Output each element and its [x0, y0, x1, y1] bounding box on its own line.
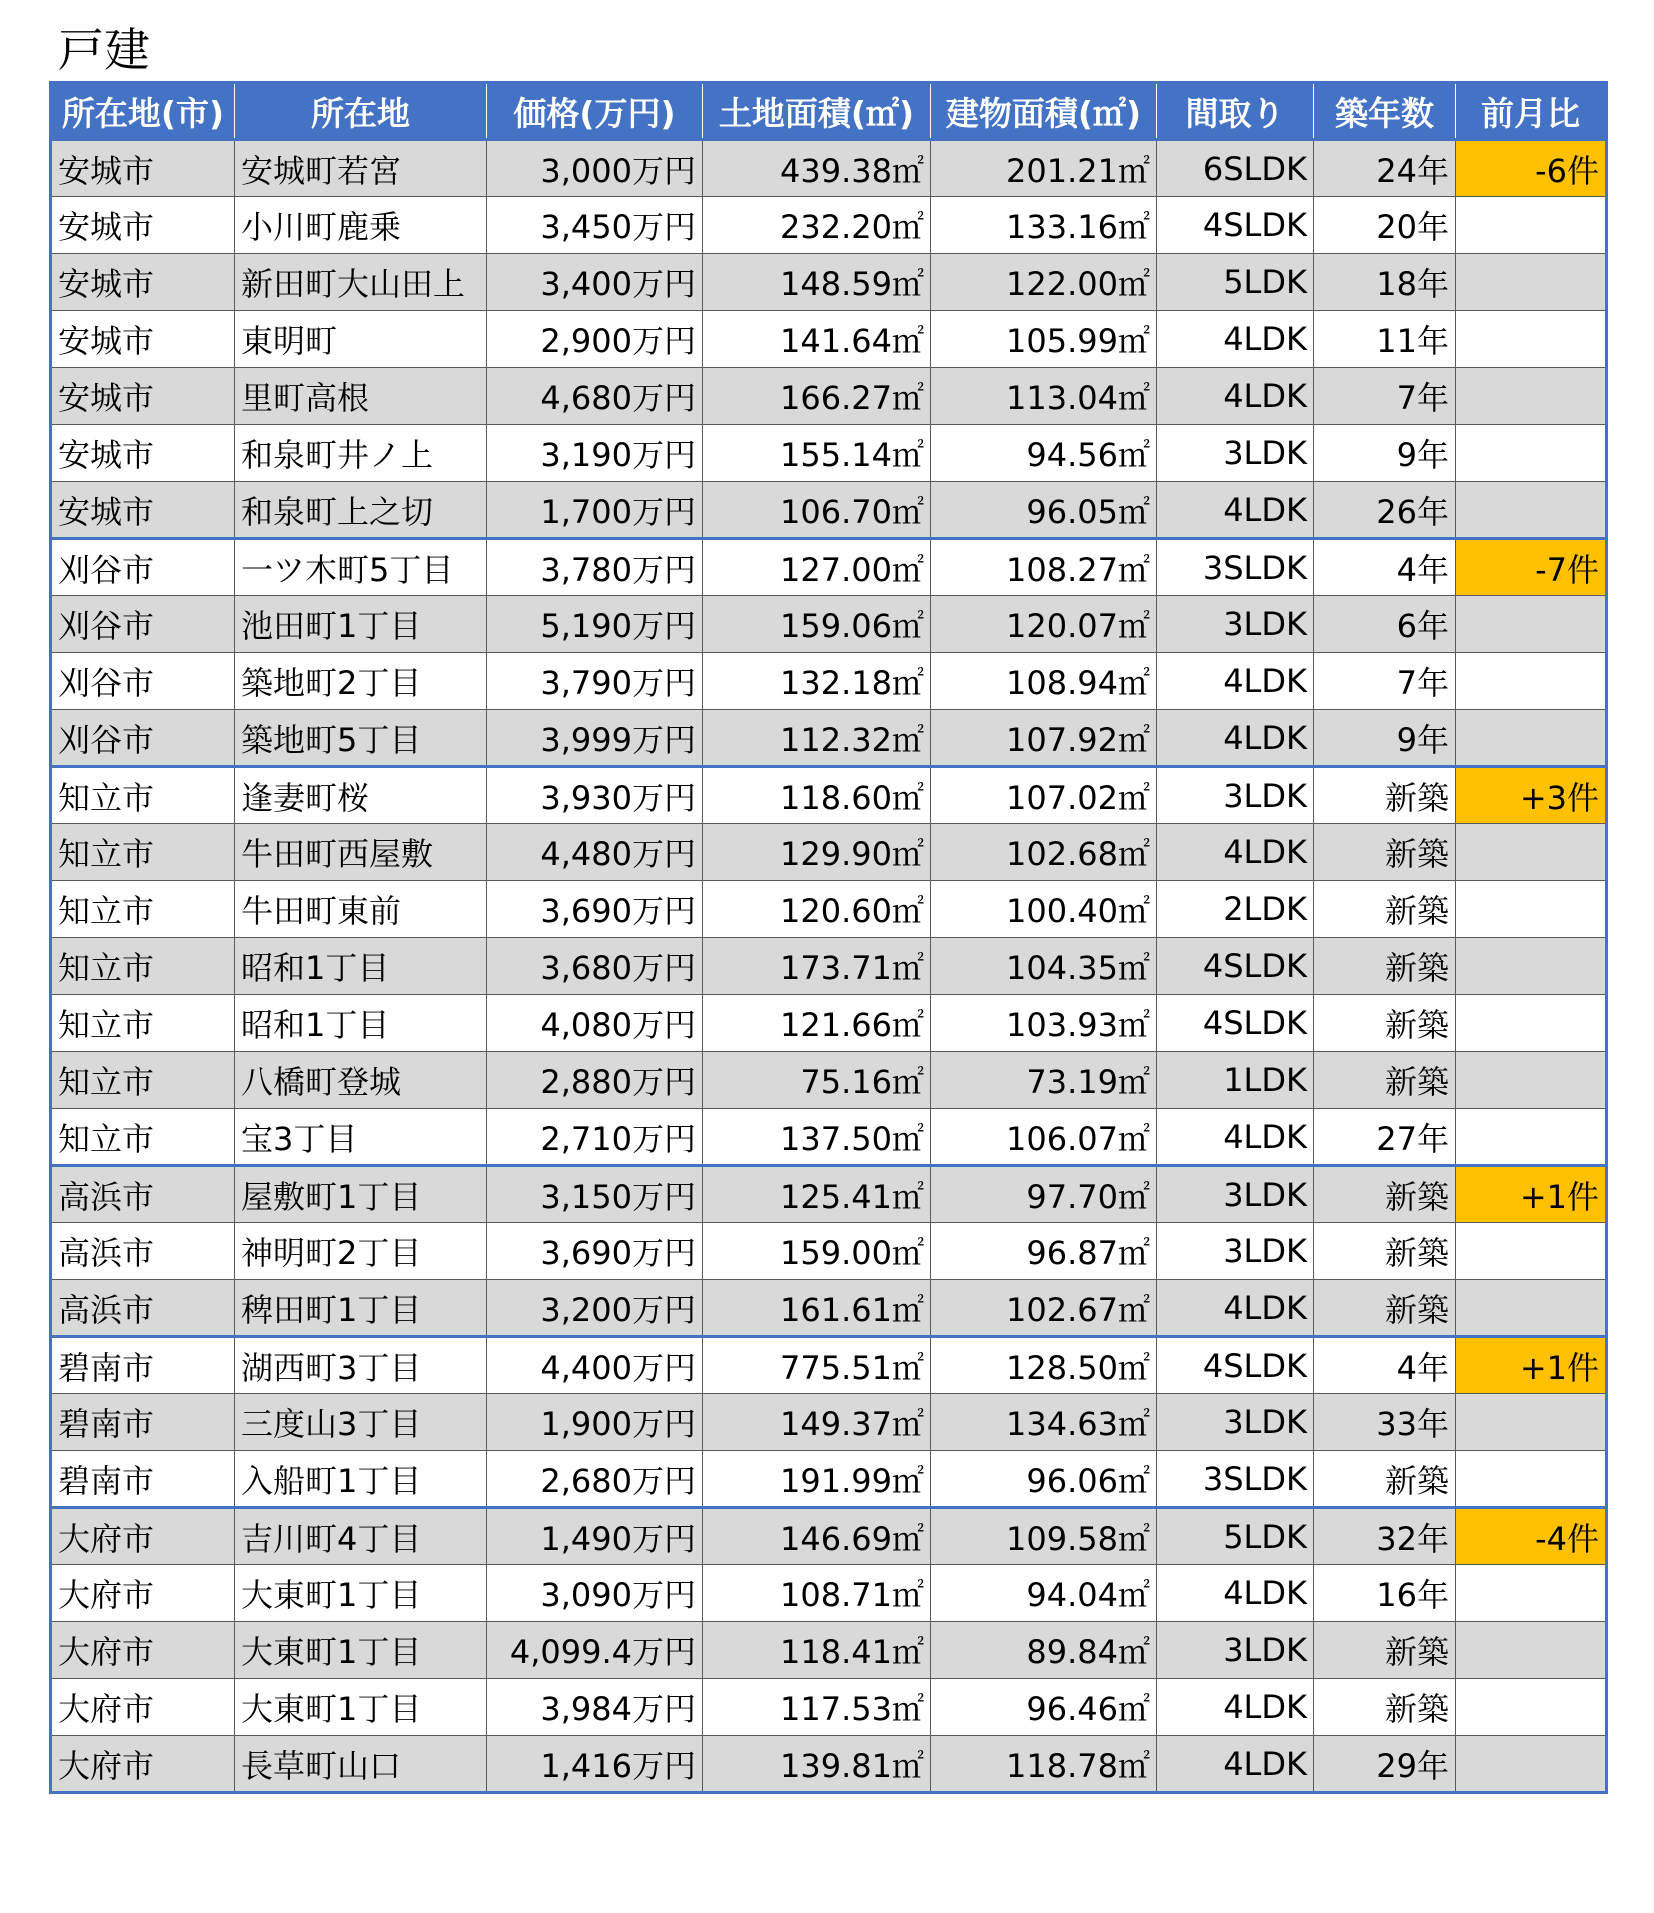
cell-price: 3,190万円	[487, 425, 703, 482]
cell-city: 安城市	[51, 482, 235, 539]
cell-land-area: 159.06㎡	[703, 596, 931, 653]
cell-change: -6件	[1456, 140, 1607, 197]
cell-layout: 5LDK	[1157, 1508, 1314, 1565]
cell-age: 24年	[1314, 140, 1456, 197]
cell-land-area: 75.16㎡	[703, 1052, 931, 1109]
cell-location: 逢妻町桜	[235, 767, 487, 824]
cell-location: 牛田町東前	[235, 881, 487, 938]
cell-age: 32年	[1314, 1508, 1456, 1565]
table-row	[51, 140, 1607, 197]
cell-land-area: 139.81㎡	[703, 1736, 931, 1793]
cell-building-area: 94.56㎡	[931, 425, 1157, 482]
table-row	[51, 938, 1607, 995]
cell-location: 大東町1丁目	[235, 1565, 487, 1622]
cell-price: 3,680万円	[487, 938, 703, 995]
cell-building-area: 134.63㎡	[931, 1394, 1157, 1451]
cell-layout: 5LDK	[1157, 254, 1314, 311]
cell-age: 新築	[1314, 881, 1456, 938]
cell-building-area: 113.04㎡	[931, 368, 1157, 425]
table-row	[51, 1052, 1607, 1109]
cell-change: +1件	[1456, 1337, 1607, 1394]
table-row	[51, 824, 1607, 881]
cell-change: -7件	[1456, 539, 1607, 596]
cell-city: 刈谷市	[51, 653, 235, 710]
cell-land-area: 127.00㎡	[703, 539, 931, 596]
cell-layout: 3LDK	[1157, 425, 1314, 482]
cell-land-area: 161.61㎡	[703, 1280, 931, 1337]
cell-price: 5,190万円	[487, 596, 703, 653]
table-row	[51, 1166, 1607, 1223]
cell-building-area: 107.92㎡	[931, 710, 1157, 767]
cell-building-area: 94.04㎡	[931, 1565, 1157, 1622]
cell-location: 入船町1丁目	[235, 1451, 487, 1508]
cell-price: 3,200万円	[487, 1280, 703, 1337]
cell-building-area: 108.27㎡	[931, 539, 1157, 596]
cell-price: 4,099.4万円	[487, 1622, 703, 1679]
cell-layout: 4SLDK	[1157, 197, 1314, 254]
cell-change	[1456, 1223, 1607, 1280]
cell-layout: 4LDK	[1157, 1565, 1314, 1622]
cell-price: 2,710万円	[487, 1109, 703, 1166]
cell-building-area: 103.93㎡	[931, 995, 1157, 1052]
cell-layout: 4LDK	[1157, 1679, 1314, 1736]
cell-age: 7年	[1314, 368, 1456, 425]
cell-city: 安城市	[51, 311, 235, 368]
cell-city: 大府市	[51, 1679, 235, 1736]
cell-land-area: 125.41㎡	[703, 1166, 931, 1223]
column-header-price: 価格(万円)	[487, 83, 703, 140]
cell-location: 昭和1丁目	[235, 995, 487, 1052]
cell-city: 碧南市	[51, 1394, 235, 1451]
cell-land-area: 191.99㎡	[703, 1451, 931, 1508]
cell-building-area: 107.02㎡	[931, 767, 1157, 824]
cell-price: 1,700万円	[487, 482, 703, 539]
cell-building-area: 96.06㎡	[931, 1451, 1157, 1508]
cell-age: 9年	[1314, 710, 1456, 767]
cell-location: 牛田町西屋敷	[235, 824, 487, 881]
cell-building-area: 106.07㎡	[931, 1109, 1157, 1166]
cell-city: 安城市	[51, 197, 235, 254]
cell-city: 刈谷市	[51, 596, 235, 653]
cell-price: 3,150万円	[487, 1166, 703, 1223]
cell-location: 三度山3丁目	[235, 1394, 487, 1451]
cell-city: 高浜市	[51, 1166, 235, 1223]
cell-price: 3,984万円	[487, 1679, 703, 1736]
cell-change	[1456, 1565, 1607, 1622]
cell-age: 新築	[1314, 1679, 1456, 1736]
cell-change	[1456, 1679, 1607, 1736]
cell-age: 新築	[1314, 1622, 1456, 1679]
cell-city: 知立市	[51, 1109, 235, 1166]
cell-layout: 3LDK	[1157, 1394, 1314, 1451]
cell-layout: 4LDK	[1157, 311, 1314, 368]
cell-price: 4,080万円	[487, 995, 703, 1052]
cell-age: 26年	[1314, 482, 1456, 539]
cell-land-area: 120.60㎡	[703, 881, 931, 938]
cell-change	[1456, 425, 1607, 482]
cell-age: 7年	[1314, 653, 1456, 710]
cell-price: 1,416万円	[487, 1736, 703, 1793]
page-title: 戸建	[58, 23, 150, 77]
table-row	[51, 1280, 1607, 1337]
cell-building-area: 120.07㎡	[931, 596, 1157, 653]
cell-age: 27年	[1314, 1109, 1456, 1166]
cell-city: 大府市	[51, 1508, 235, 1565]
cell-building-area: 133.16㎡	[931, 197, 1157, 254]
cell-age: 11年	[1314, 311, 1456, 368]
cell-age: 33年	[1314, 1394, 1456, 1451]
cell-building-area: 122.00㎡	[931, 254, 1157, 311]
cell-city: 知立市	[51, 824, 235, 881]
cell-land-area: 166.27㎡	[703, 368, 931, 425]
cell-location: 築地町5丁目	[235, 710, 487, 767]
column-header-land-area: 土地面積(㎡)	[703, 83, 931, 140]
cell-layout: 4LDK	[1157, 482, 1314, 539]
cell-land-area: 118.60㎡	[703, 767, 931, 824]
cell-age: 18年	[1314, 254, 1456, 311]
cell-land-area: 439.38㎡	[703, 140, 931, 197]
cell-change	[1456, 995, 1607, 1052]
cell-land-area: 137.50㎡	[703, 1109, 931, 1166]
cell-city: 刈谷市	[51, 539, 235, 596]
cell-age: 新築	[1314, 1223, 1456, 1280]
cell-city: 碧南市	[51, 1451, 235, 1508]
cell-layout: 3LDK	[1157, 596, 1314, 653]
cell-price: 3,090万円	[487, 1565, 703, 1622]
table-row	[51, 1223, 1607, 1280]
cell-price: 3,400万円	[487, 254, 703, 311]
cell-land-area: 118.41㎡	[703, 1622, 931, 1679]
cell-change	[1456, 1736, 1607, 1793]
cell-layout: 4LDK	[1157, 653, 1314, 710]
cell-building-area: 96.87㎡	[931, 1223, 1157, 1280]
cell-price: 3,999万円	[487, 710, 703, 767]
cell-change	[1456, 596, 1607, 653]
cell-city: 刈谷市	[51, 710, 235, 767]
cell-change	[1456, 1394, 1607, 1451]
cell-location: 稗田町1丁目	[235, 1280, 487, 1337]
cell-price: 4,400万円	[487, 1337, 703, 1394]
table-body	[51, 140, 1607, 1793]
cell-building-area: 109.58㎡	[931, 1508, 1157, 1565]
cell-location: 一ツ木町5丁目	[235, 539, 487, 596]
cell-age: 新築	[1314, 1451, 1456, 1508]
cell-age: 新築	[1314, 1280, 1456, 1337]
cell-city: 知立市	[51, 938, 235, 995]
column-header-city: 所在地(市)	[51, 83, 235, 140]
cell-land-area: 106.70㎡	[703, 482, 931, 539]
cell-city: 安城市	[51, 254, 235, 311]
cell-land-area: 141.64㎡	[703, 311, 931, 368]
cell-city: 大府市	[51, 1736, 235, 1793]
cell-building-area: 73.19㎡	[931, 1052, 1157, 1109]
cell-age: 新築	[1314, 824, 1456, 881]
cell-city: 知立市	[51, 995, 235, 1052]
cell-price: 3,690万円	[487, 1223, 703, 1280]
table-row	[51, 1679, 1607, 1736]
table-row	[51, 425, 1607, 482]
cell-land-area: 112.32㎡	[703, 710, 931, 767]
cell-layout: 4LDK	[1157, 710, 1314, 767]
cell-change: +3件	[1456, 767, 1607, 824]
cell-location: 和泉町上之切	[235, 482, 487, 539]
cell-age: 20年	[1314, 197, 1456, 254]
cell-location: 長草町山口	[235, 1736, 487, 1793]
cell-price: 3,450万円	[487, 197, 703, 254]
cell-location: 宝3丁目	[235, 1109, 487, 1166]
table-row	[51, 1508, 1607, 1565]
cell-age: 9年	[1314, 425, 1456, 482]
cell-building-area: 96.46㎡	[931, 1679, 1157, 1736]
cell-change	[1456, 938, 1607, 995]
cell-layout: 3LDK	[1157, 1223, 1314, 1280]
cell-building-area: 104.35㎡	[931, 938, 1157, 995]
table-row	[51, 482, 1607, 539]
cell-building-area: 89.84㎡	[931, 1622, 1157, 1679]
cell-city: 知立市	[51, 767, 235, 824]
cell-price: 1,900万円	[487, 1394, 703, 1451]
cell-layout: 4LDK	[1157, 1280, 1314, 1337]
table-row	[51, 995, 1607, 1052]
cell-land-area: 159.00㎡	[703, 1223, 931, 1280]
cell-land-area: 148.59㎡	[703, 254, 931, 311]
cell-age: 新築	[1314, 1052, 1456, 1109]
cell-price: 3,000万円	[487, 140, 703, 197]
cell-change	[1456, 197, 1607, 254]
cell-location: 屋敷町1丁目	[235, 1166, 487, 1223]
cell-change: -4件	[1456, 1508, 1607, 1565]
cell-age: 新築	[1314, 938, 1456, 995]
cell-land-area: 155.14㎡	[703, 425, 931, 482]
cell-land-area: 232.20㎡	[703, 197, 931, 254]
cell-building-area: 108.94㎡	[931, 653, 1157, 710]
table-row	[51, 1109, 1607, 1166]
cell-location: 和泉町井ノ上	[235, 425, 487, 482]
table-row	[51, 1337, 1607, 1394]
cell-land-area: 146.69㎡	[703, 1508, 931, 1565]
cell-change	[1456, 881, 1607, 938]
table-row	[51, 539, 1607, 596]
cell-building-area: 128.50㎡	[931, 1337, 1157, 1394]
cell-land-area: 775.51㎡	[703, 1337, 931, 1394]
cell-layout: 3LDK	[1157, 767, 1314, 824]
table-row	[51, 710, 1607, 767]
table-row	[51, 1394, 1607, 1451]
cell-layout: 4SLDK	[1157, 995, 1314, 1052]
cell-city: 安城市	[51, 368, 235, 425]
cell-city: 大府市	[51, 1565, 235, 1622]
cell-city: 碧南市	[51, 1337, 235, 1394]
cell-location: 神明町2丁目	[235, 1223, 487, 1280]
cell-age: 6年	[1314, 596, 1456, 653]
cell-price: 1,490万円	[487, 1508, 703, 1565]
table-row	[51, 1451, 1607, 1508]
column-header-location: 所在地	[235, 83, 487, 140]
cell-age: 4年	[1314, 1337, 1456, 1394]
cell-location: 池田町1丁目	[235, 596, 487, 653]
cell-land-area: 117.53㎡	[703, 1679, 931, 1736]
table-row	[51, 1736, 1607, 1793]
cell-city: 知立市	[51, 881, 235, 938]
cell-location: 吉川町4丁目	[235, 1508, 487, 1565]
cell-price: 2,880万円	[487, 1052, 703, 1109]
cell-land-area: 121.66㎡	[703, 995, 931, 1052]
cell-city: 安城市	[51, 425, 235, 482]
cell-age: 新築	[1314, 1166, 1456, 1223]
column-header-change: 前月比	[1456, 83, 1607, 140]
cell-location: 大東町1丁目	[235, 1622, 487, 1679]
cell-change	[1456, 1280, 1607, 1337]
cell-location: 東明町	[235, 311, 487, 368]
cell-land-area: 132.18㎡	[703, 653, 931, 710]
cell-location: 安城町若宮	[235, 140, 487, 197]
table-row	[51, 1622, 1607, 1679]
cell-location: 昭和1丁目	[235, 938, 487, 995]
cell-location: 大東町1丁目	[235, 1679, 487, 1736]
cell-city: 高浜市	[51, 1223, 235, 1280]
cell-change	[1456, 482, 1607, 539]
table-row	[51, 311, 1607, 368]
cell-layout: 3SLDK	[1157, 1451, 1314, 1508]
header-row	[51, 83, 1607, 140]
cell-price: 3,930万円	[487, 767, 703, 824]
cell-land-area: 173.71㎡	[703, 938, 931, 995]
column-header-building-area: 建物面積(㎡)	[931, 83, 1157, 140]
cell-age: 4年	[1314, 539, 1456, 596]
listing-table	[49, 81, 1608, 1794]
cell-layout: 6SLDK	[1157, 140, 1314, 197]
table-row	[51, 254, 1607, 311]
table-row	[51, 596, 1607, 653]
cell-change	[1456, 254, 1607, 311]
cell-building-area: 102.67㎡	[931, 1280, 1157, 1337]
cell-change	[1456, 1622, 1607, 1679]
cell-change	[1456, 653, 1607, 710]
cell-land-area: 149.37㎡	[703, 1394, 931, 1451]
table-row	[51, 653, 1607, 710]
cell-age: 新築	[1314, 767, 1456, 824]
cell-location: 里町高根	[235, 368, 487, 425]
table-row	[51, 1565, 1607, 1622]
cell-change	[1456, 368, 1607, 425]
cell-location: 湖西町3丁目	[235, 1337, 487, 1394]
cell-age: 16年	[1314, 1565, 1456, 1622]
cell-city: 知立市	[51, 1052, 235, 1109]
cell-change	[1456, 1109, 1607, 1166]
column-header-age: 築年数	[1314, 83, 1456, 140]
cell-city: 大府市	[51, 1622, 235, 1679]
cell-change	[1456, 311, 1607, 368]
cell-layout: 4LDK	[1157, 368, 1314, 425]
cell-change	[1456, 710, 1607, 767]
cell-change	[1456, 1052, 1607, 1109]
cell-layout: 4SLDK	[1157, 938, 1314, 995]
cell-land-area: 129.90㎡	[703, 824, 931, 881]
cell-age: 新築	[1314, 995, 1456, 1052]
cell-location: 八橋町登城	[235, 1052, 487, 1109]
cell-building-area: 102.68㎡	[931, 824, 1157, 881]
cell-building-area: 118.78㎡	[931, 1736, 1157, 1793]
column-header-layout: 間取り	[1157, 83, 1314, 140]
cell-layout: 4LDK	[1157, 1109, 1314, 1166]
cell-location: 築地町2丁目	[235, 653, 487, 710]
cell-building-area: 201.21㎡	[931, 140, 1157, 197]
cell-layout: 3LDK	[1157, 1622, 1314, 1679]
cell-layout: 2LDK	[1157, 881, 1314, 938]
table-row	[51, 767, 1607, 824]
cell-land-area: 108.71㎡	[703, 1565, 931, 1622]
cell-layout: 4LDK	[1157, 824, 1314, 881]
cell-price: 2,900万円	[487, 311, 703, 368]
cell-building-area: 96.05㎡	[931, 482, 1157, 539]
cell-price: 3,780万円	[487, 539, 703, 596]
cell-layout: 1LDK	[1157, 1052, 1314, 1109]
cell-layout: 4LDK	[1157, 1736, 1314, 1793]
cell-layout: 3LDK	[1157, 1166, 1314, 1223]
cell-change	[1456, 1451, 1607, 1508]
cell-location: 新田町大山田上	[235, 254, 487, 311]
cell-price: 4,680万円	[487, 368, 703, 425]
cell-age: 29年	[1314, 1736, 1456, 1793]
cell-city: 安城市	[51, 140, 235, 197]
cell-price: 4,480万円	[487, 824, 703, 881]
cell-building-area: 100.40㎡	[931, 881, 1157, 938]
cell-city: 高浜市	[51, 1280, 235, 1337]
table-row	[51, 368, 1607, 425]
cell-change	[1456, 824, 1607, 881]
cell-building-area: 97.70㎡	[931, 1166, 1157, 1223]
cell-layout: 4SLDK	[1157, 1337, 1314, 1394]
cell-price: 3,690万円	[487, 881, 703, 938]
cell-price: 2,680万円	[487, 1451, 703, 1508]
table-row	[51, 197, 1607, 254]
cell-layout: 3SLDK	[1157, 539, 1314, 596]
cell-change: +1件	[1456, 1166, 1607, 1223]
cell-price: 3,790万円	[487, 653, 703, 710]
cell-location: 小川町鹿乗	[235, 197, 487, 254]
table-row	[51, 881, 1607, 938]
cell-building-area: 105.99㎡	[931, 311, 1157, 368]
